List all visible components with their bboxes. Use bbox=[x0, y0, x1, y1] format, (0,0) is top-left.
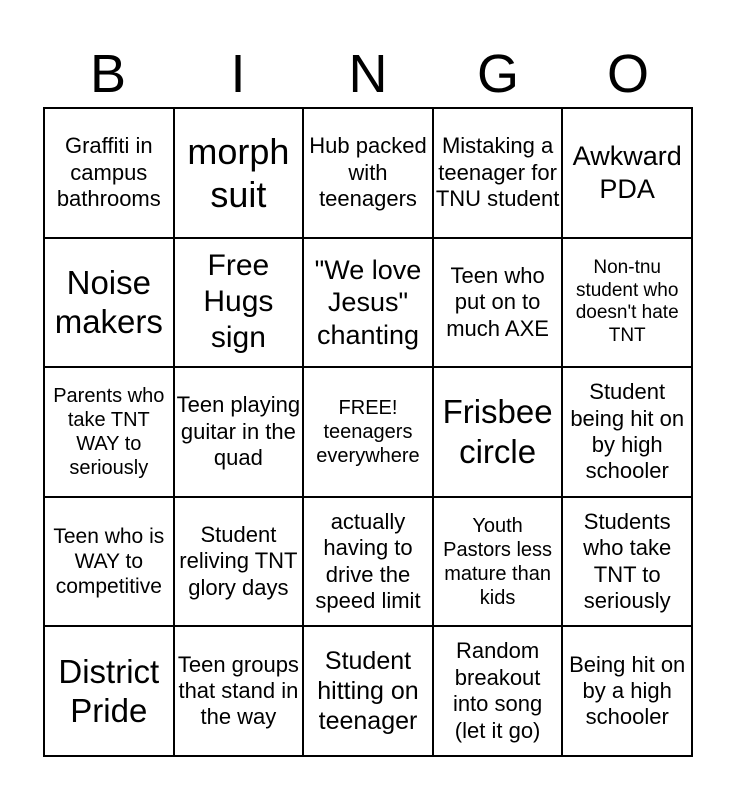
cell-text: actually having to drive the speed limit bbox=[315, 508, 421, 613]
bingo-cell[interactable] bbox=[434, 239, 564, 369]
cell-text: Noise makers bbox=[54, 263, 163, 341]
bingo-cell[interactable] bbox=[175, 627, 305, 757]
bingo-cell[interactable] bbox=[563, 239, 693, 369]
bingo-cell[interactable] bbox=[434, 627, 564, 757]
header-letter-b: B bbox=[89, 44, 127, 104]
header-letter-o: O bbox=[606, 44, 649, 104]
bingo-cell[interactable] bbox=[563, 109, 693, 239]
bingo-cell[interactable] bbox=[304, 109, 434, 239]
bingo-cell[interactable] bbox=[45, 627, 175, 757]
cell-text: Non-tnu student who doesn't hate TNT bbox=[575, 256, 679, 347]
bingo-cell[interactable] bbox=[45, 109, 175, 239]
bingo-cell[interactable] bbox=[563, 498, 693, 628]
bingo-cell[interactable] bbox=[175, 239, 305, 369]
cell-text: Teen who is WAY to competitive bbox=[53, 524, 165, 599]
bingo-cell[interactable] bbox=[304, 627, 434, 757]
cell-text: Student hitting on teenager bbox=[317, 647, 419, 736]
cell-text: Teen groups that stand in the way bbox=[177, 651, 299, 730]
cell-text: Awkward PDA bbox=[572, 141, 682, 204]
cell-text: FREE! teenagers everywhere bbox=[316, 396, 420, 467]
bingo-cell[interactable] bbox=[434, 109, 564, 239]
header-letter-i: I bbox=[230, 44, 246, 104]
bingo-cell[interactable] bbox=[45, 239, 175, 369]
cell-text: Random breakout into song (let it go) bbox=[452, 638, 543, 743]
cell-text: Being hit on by a high schooler bbox=[569, 651, 686, 730]
cell-text: Student reliving TNT glory days bbox=[179, 522, 298, 600]
bingo-cell[interactable] bbox=[304, 368, 434, 498]
bingo-cell[interactable] bbox=[175, 368, 305, 498]
bingo-cell[interactable] bbox=[304, 498, 434, 628]
cell-text: Hub packed with teenagers bbox=[309, 133, 427, 211]
bingo-cell[interactable] bbox=[563, 627, 693, 757]
bingo-cell[interactable] bbox=[304, 239, 434, 369]
bingo-cell[interactable] bbox=[563, 368, 693, 498]
cell-text: District Pride bbox=[58, 652, 160, 730]
header-letter-g: G bbox=[476, 44, 519, 104]
cell-text: Students who take TNT to seriously bbox=[583, 508, 672, 613]
cell-text: Mistaking a teenager for TNU student bbox=[435, 133, 560, 211]
bingo-cell[interactable] bbox=[434, 498, 564, 628]
cell-text: Youth Pastors less mature than kids bbox=[443, 514, 553, 609]
bingo-cell[interactable] bbox=[434, 368, 564, 498]
bingo-cell[interactable] bbox=[175, 498, 305, 628]
cell-text: Parents who take TNT WAY to seriously bbox=[53, 384, 165, 479]
cell-text: Teen playing guitar in the quad bbox=[176, 392, 301, 471]
cell-text: Teen who put on to much AXE bbox=[446, 262, 549, 341]
header-letter-n: N bbox=[348, 44, 388, 104]
bingo-cell[interactable] bbox=[45, 368, 175, 498]
cell-text: Student being hit on by high schooler bbox=[570, 379, 685, 484]
bingo-cell[interactable] bbox=[175, 109, 305, 239]
cell-text: Graffiti in campus bathrooms bbox=[56, 133, 161, 211]
cell-text: morph suit bbox=[187, 130, 290, 215]
bingo-grid bbox=[43, 107, 693, 757]
cell-text: "We love Jesus" chanting bbox=[314, 254, 422, 350]
bingo-cell[interactable] bbox=[45, 498, 175, 628]
bingo-header bbox=[43, 40, 693, 108]
cell-text: Frisbee circle bbox=[442, 393, 553, 470]
cell-text: Free Hugs sign bbox=[203, 249, 274, 355]
